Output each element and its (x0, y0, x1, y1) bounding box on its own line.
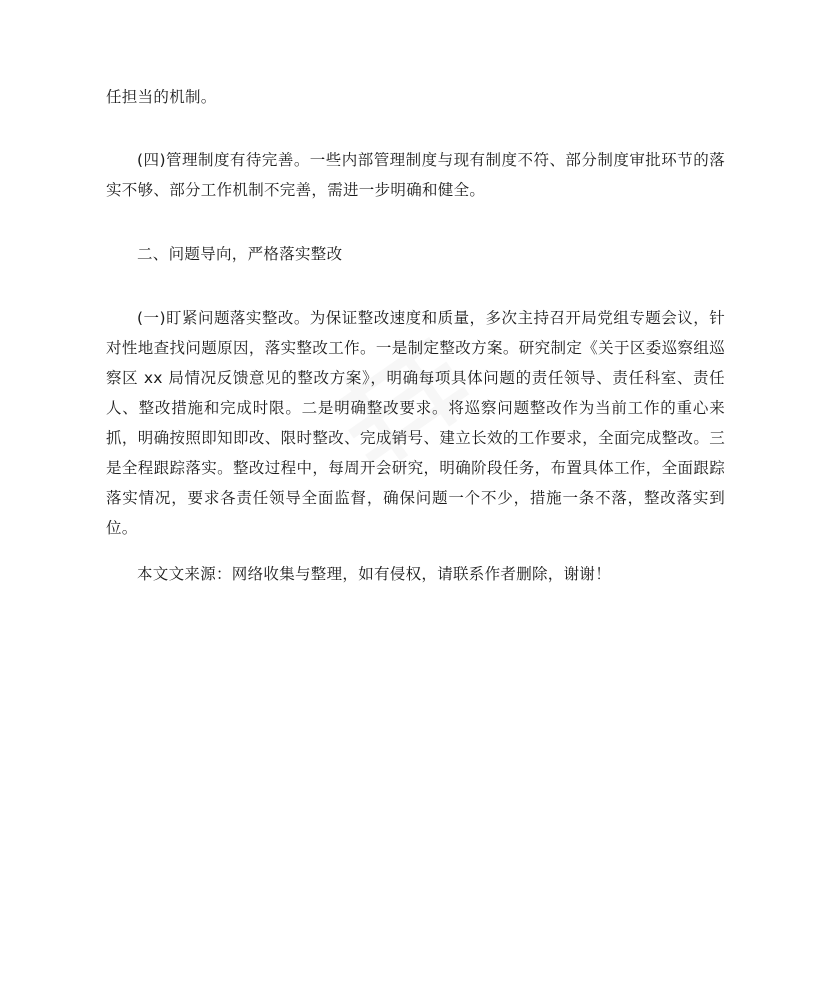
paragraph-item-one: (一)盯紧问题落实整改。为保证整改速度和质量，多次主持召开局党组专题会议，针对性地查找问题原因，落实整改工作。一是制定整改方案。研究制定《关于区委巡察组巡察区 xx 局情况反馈意见的整改方案》，明确每项具体问题的责任领导、责任科室、责任人、整改措施和完成时限。二是明确整改要求。将巡察问题整改作为当前工作的重心来抓，明确按照即知即改、限时整改、完成销号、建立长效的工作要求，全面完成整改。三是全程跟踪落实。整改过程中，每周开会研究，明确阶段任务，布置具体工作，全面跟踪落实情况，要求各责任领导全面监督，确保问题一个不少，措施一条不落，整改落实到位。 (106, 309, 725, 537)
section-two-heading: 二、问题导向，严格落实整改 (137, 245, 343, 263)
paragraph-item-four: (四)管理制度有待完善。一些内部管理制度与现有制度不符、部分制度审批环节的落实不够、部分工作机制不完善，需进一步明确和健全。 (106, 151, 725, 199)
source-note: 本文文来源：网络收集与整理，如有侵权，请联系作者删除，谢谢！ (137, 565, 612, 583)
paragraph-continuation: 任担当的机制。 (106, 88, 217, 106)
